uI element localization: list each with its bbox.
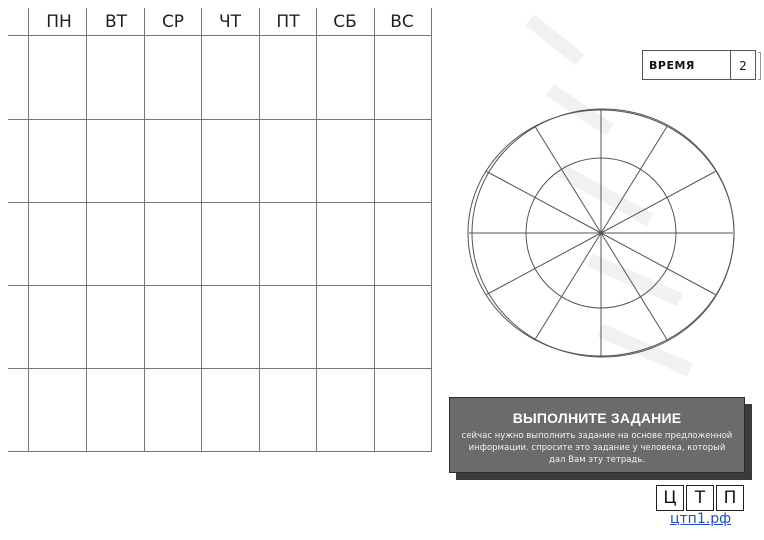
day-header-wed: СР — [161, 12, 185, 32]
time-label-box — [642, 50, 732, 80]
day-header-thu: ЧТ — [218, 12, 242, 32]
task-panel — [449, 397, 745, 473]
day-header-tue: ВТ — [104, 12, 128, 32]
grid-hline — [8, 35, 432, 36]
time-box-shadow — [758, 52, 761, 80]
grid-vline — [201, 8, 202, 452]
task-description: сейчас нужно выполнить задание на основе предложенной информации. спросите это задание у человека, который дал Вам эту тетрадь. — [461, 431, 733, 465]
grid-hline — [8, 451, 432, 452]
dial-spoke — [487, 233, 601, 295]
dial-spoke — [535, 233, 601, 340]
ctp-logo — [656, 485, 746, 511]
logo-letter: Т — [686, 485, 714, 511]
logo-letter: Ц — [656, 485, 684, 511]
day-header-mon: ПН — [46, 12, 72, 32]
grid-vline — [431, 8, 432, 452]
grid-vline — [259, 8, 260, 452]
time-label: ВРЕМЯ — [649, 59, 695, 72]
day-header-sun: ВС — [390, 12, 414, 32]
week-calendar-grid — [8, 8, 432, 452]
grid-vline — [374, 8, 375, 452]
grid-vline — [28, 8, 29, 452]
dial-spoke — [601, 233, 667, 340]
dial-spoke — [601, 172, 715, 234]
time-box — [642, 50, 758, 80]
dial-spoke — [601, 233, 715, 295]
grid-vline — [86, 8, 87, 452]
dial-spoke — [601, 127, 667, 234]
time-value: 2 — [730, 50, 756, 80]
dial-spoke — [487, 172, 601, 234]
grid-hline — [8, 368, 432, 369]
task-title: ВЫПОЛНИТЕ ЗАДАНИЕ — [512, 410, 682, 426]
grid-vline — [144, 8, 145, 452]
site-link[interactable]: цтп1.рф — [670, 511, 732, 527]
day-header-fri: ПТ — [276, 12, 300, 32]
circle-dial-diagram — [462, 92, 744, 372]
logo-letter: П — [716, 485, 744, 511]
grid-hline — [8, 119, 432, 120]
grid-hline — [8, 202, 432, 203]
day-header-sat: СБ — [333, 12, 357, 32]
grid-hline — [8, 285, 432, 286]
dial-spoke — [535, 127, 601, 234]
grid-vline — [316, 8, 317, 452]
